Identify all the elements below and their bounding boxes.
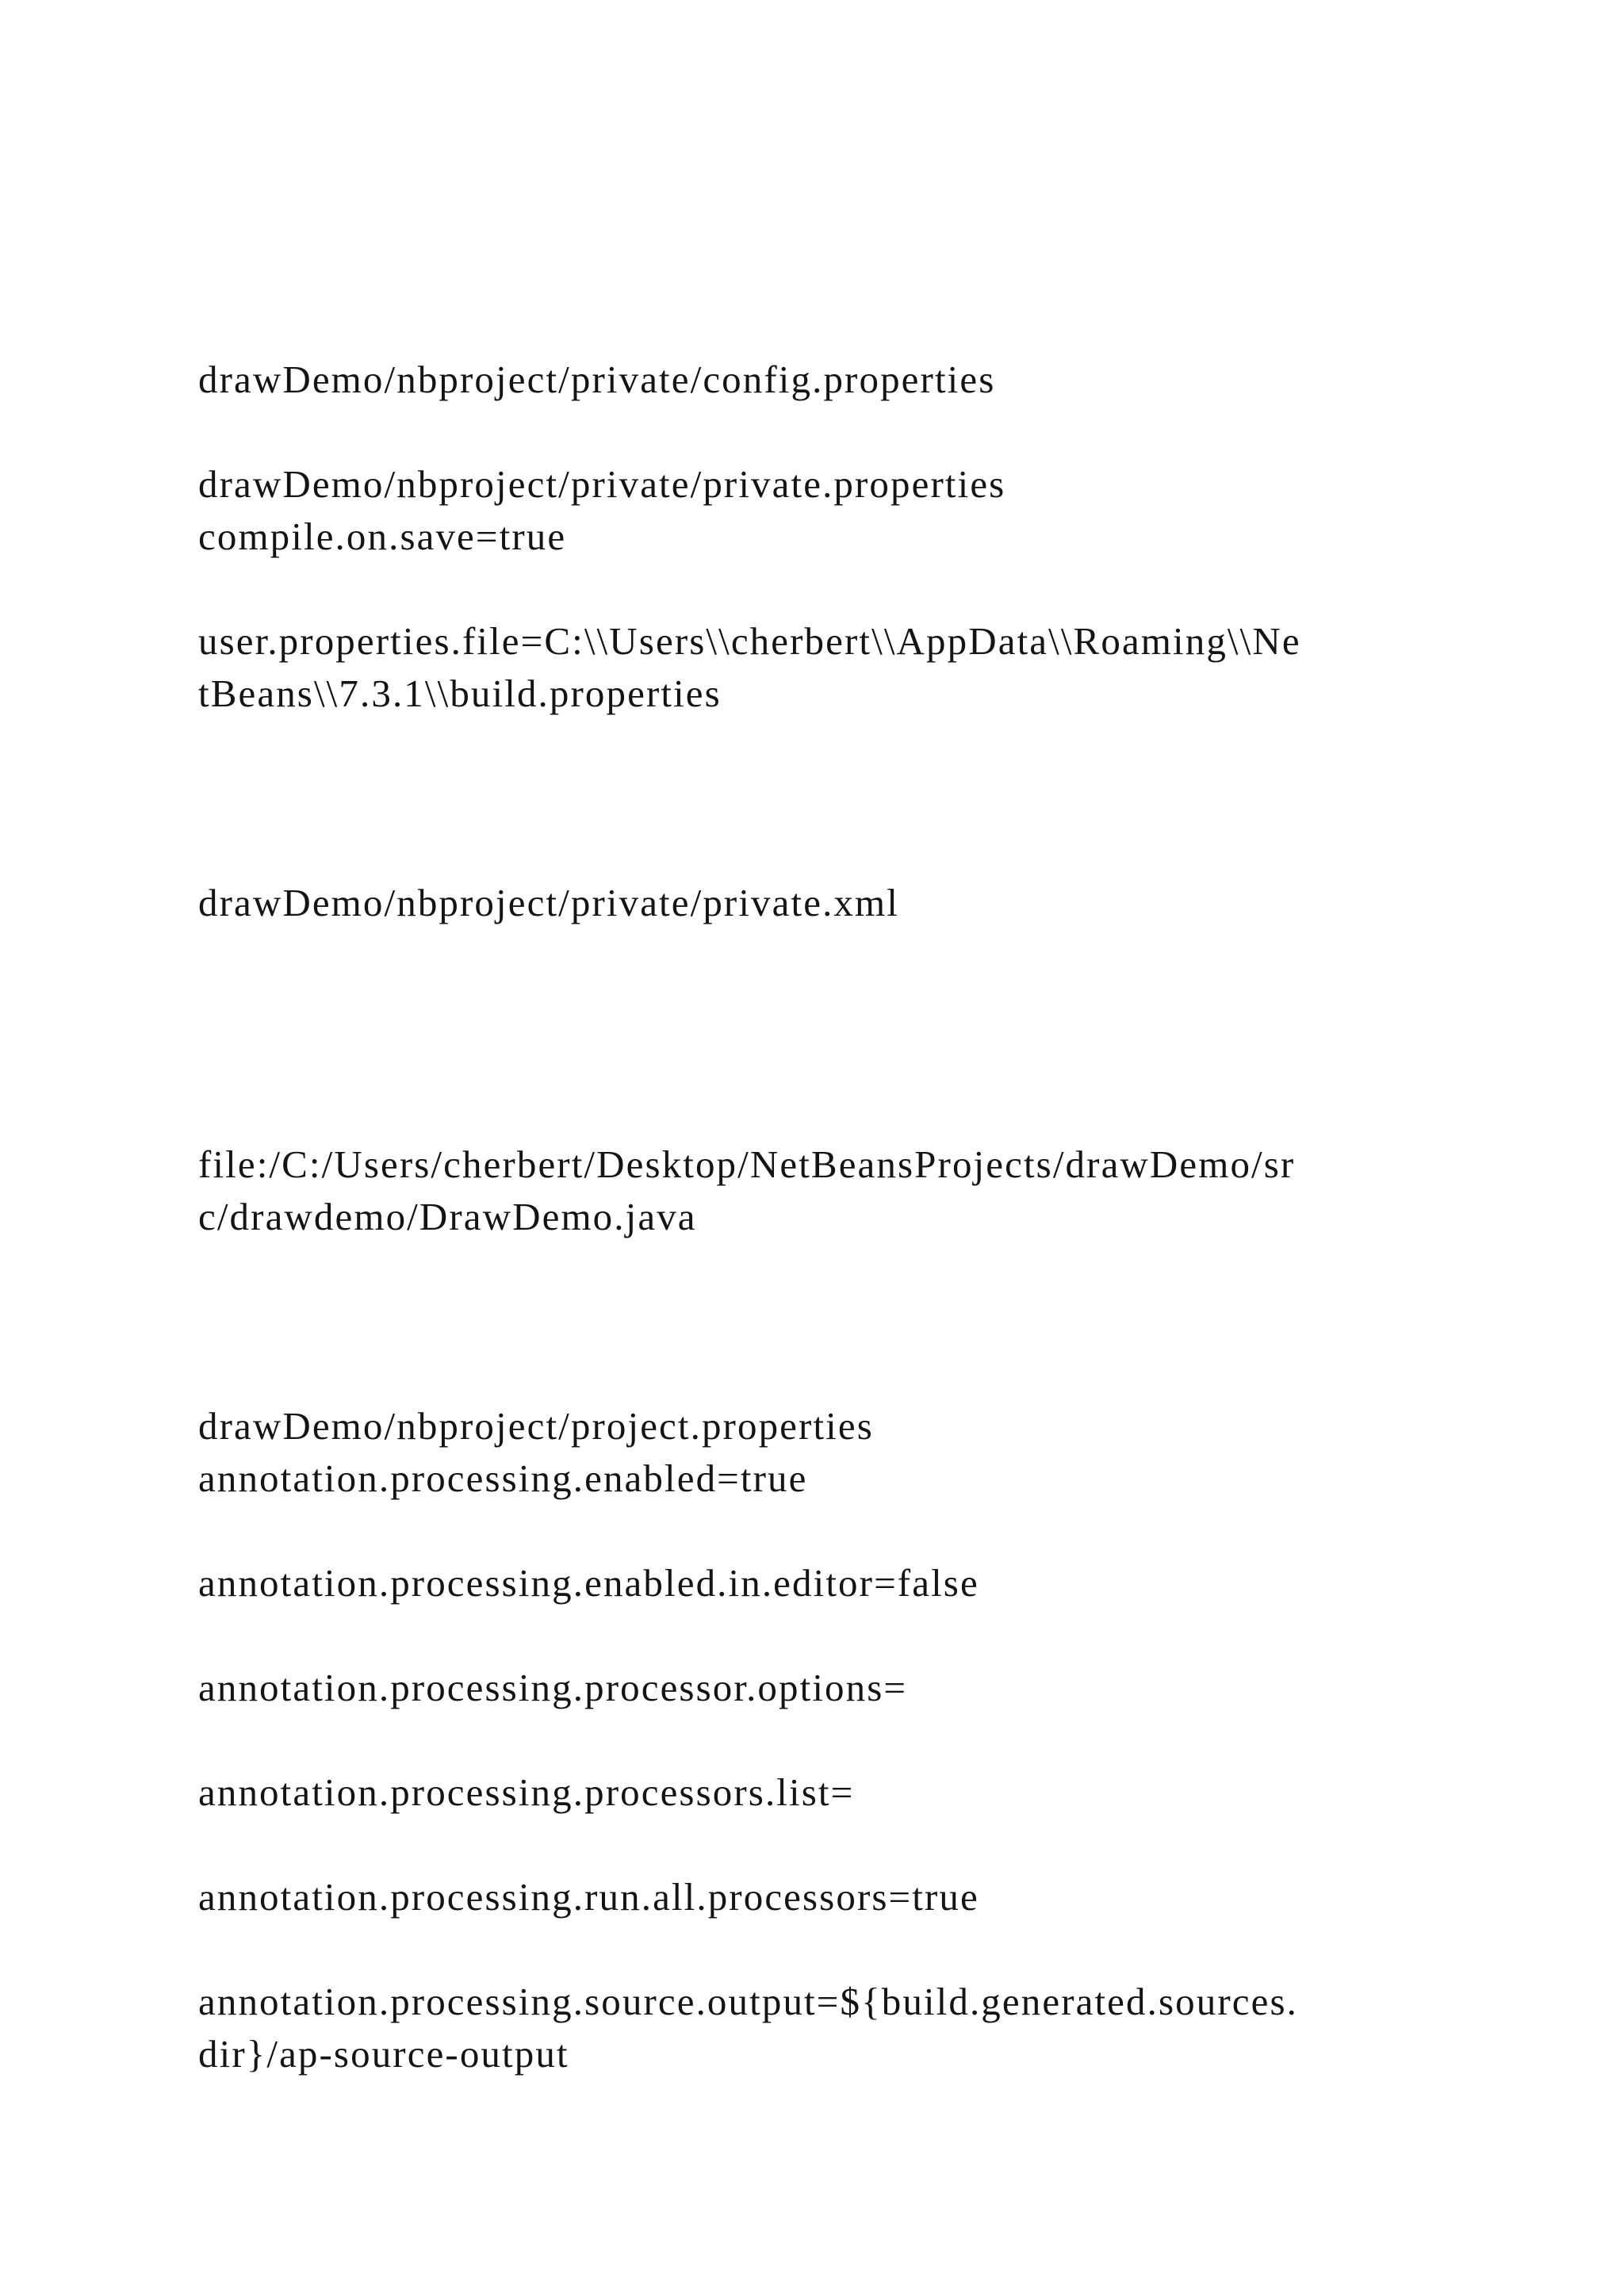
compile-on-save-line: compile.on.save=true bbox=[198, 515, 567, 558]
project-properties-heading: drawDemo/nbproject/project.properties bbox=[198, 1404, 874, 1448]
config-properties-heading: drawDemo/nbproject/private/config.properties bbox=[198, 358, 996, 401]
private-xml-heading: drawDemo/nbproject/private/private.xml bbox=[198, 881, 899, 924]
user-properties-file-line: user.properties.file=C:\\Users\\cherbert\\AppData\\Roaming\\Ne bbox=[198, 619, 1301, 663]
annotation-enabled-in-editor-line: annotation.processing.enabled.in.editor=false bbox=[198, 1561, 979, 1605]
user-properties-file-line-cont: tBeans\\7.3.1\\build.properties bbox=[198, 672, 722, 715]
annotation-source-output-line-cont: dir}/ap-source-output bbox=[198, 2032, 569, 2076]
annotation-enabled-line: annotation.processing.enabled=true bbox=[198, 1456, 808, 1500]
file-url-line: file:/C:/Users/cherbert/Desktop/NetBeansProjects/drawDemo/sr bbox=[198, 1142, 1296, 1186]
file-url-line-cont: c/drawdemo/DrawDemo.java bbox=[198, 1195, 697, 1238]
annotation-source-output-line: annotation.processing.source.output=${build.generated.sources. bbox=[198, 1980, 1298, 2023]
annotation-processor-options-line: annotation.processing.processor.options= bbox=[198, 1666, 908, 1709]
annotation-run-all-processors-line: annotation.processing.run.all.processors=true bbox=[198, 1875, 979, 1919]
private-properties-heading: drawDemo/nbproject/private/private.properties bbox=[198, 462, 1006, 506]
annotation-processors-list-line: annotation.processing.processors.list= bbox=[198, 1770, 855, 1814]
